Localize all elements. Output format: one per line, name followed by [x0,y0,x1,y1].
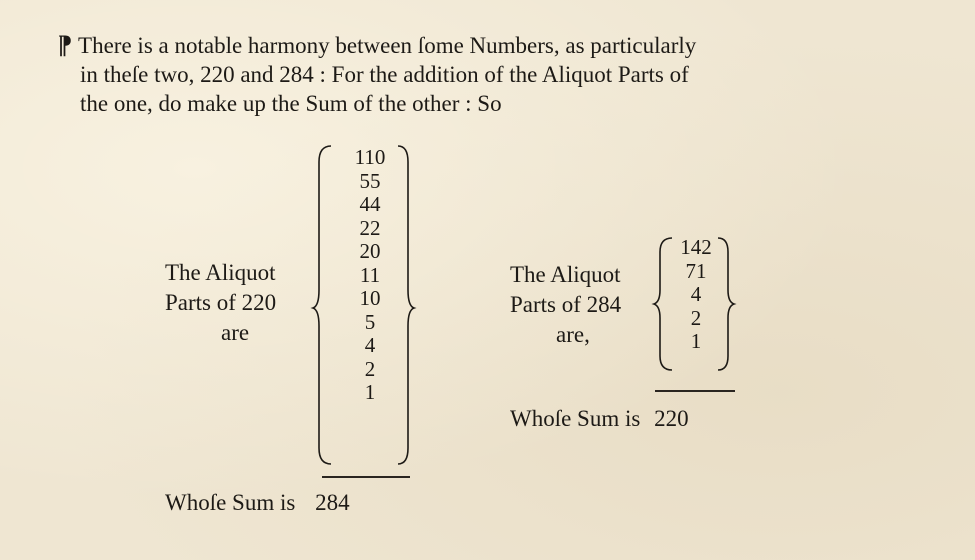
left-part: 110 [354,145,386,169]
left-part: 55 [359,168,381,193]
right-part: 142 [680,235,712,259]
pilcrow-icon: ¶ [58,30,73,59]
right-label [510,260,621,350]
left-part: 44 [359,192,381,216]
intro-line-2: in theſe two, 220 and 284 : For the addition of the Aliquot Parts of [80,62,689,87]
right-sum [510,406,689,432]
right-label-line-2: Parts of 284 [510,292,622,317]
left-label-line-1: The Aliquot [165,260,276,285]
right-part: 4 [690,282,702,306]
left-sum-rule [322,476,410,478]
left-sum-value: 284 [315,490,350,515]
left-closing-brace [396,142,416,472]
left-sum [165,490,350,516]
left-part: 4 [364,333,376,357]
left-part: 22 [359,215,381,240]
intro-line-1 [58,30,868,60]
left-label [165,258,276,348]
left-part: 11 [359,262,381,287]
right-parts-column [672,236,720,354]
left-outer-brace [315,142,335,472]
intro-line-1-text: There is a notable harmony between ſome Numbers, as particularly [78,33,697,58]
intro-paragraph [58,30,868,118]
right-sum-label: Whoſe Sum is [510,406,641,431]
left-parts-column [342,146,398,405]
left-sum-label: Whoſe Sum is [165,490,296,515]
right-part: 1 [690,329,702,353]
left-part: 5 [364,309,376,334]
left-part: 1 [364,380,376,404]
left-label-line-3: are [221,320,250,345]
right-part: 71 [685,258,707,283]
right-label-line-1: The Aliquot [510,262,621,287]
left-part: 20 [359,239,381,263]
left-part: 10 [359,286,381,310]
left-label-line-2: Parts of 220 [165,290,277,315]
bleed-through-texture [150,2,155,24]
right-closing-brace [716,234,736,374]
left-part: 2 [364,356,376,381]
right-part: 2 [690,305,702,330]
right-sum-value: 220 [654,406,689,431]
intro-line-3: the one, do make up the Sum of the other : So [80,91,502,116]
right-label-line-3: are, [556,322,590,347]
right-sum-rule [655,390,735,392]
